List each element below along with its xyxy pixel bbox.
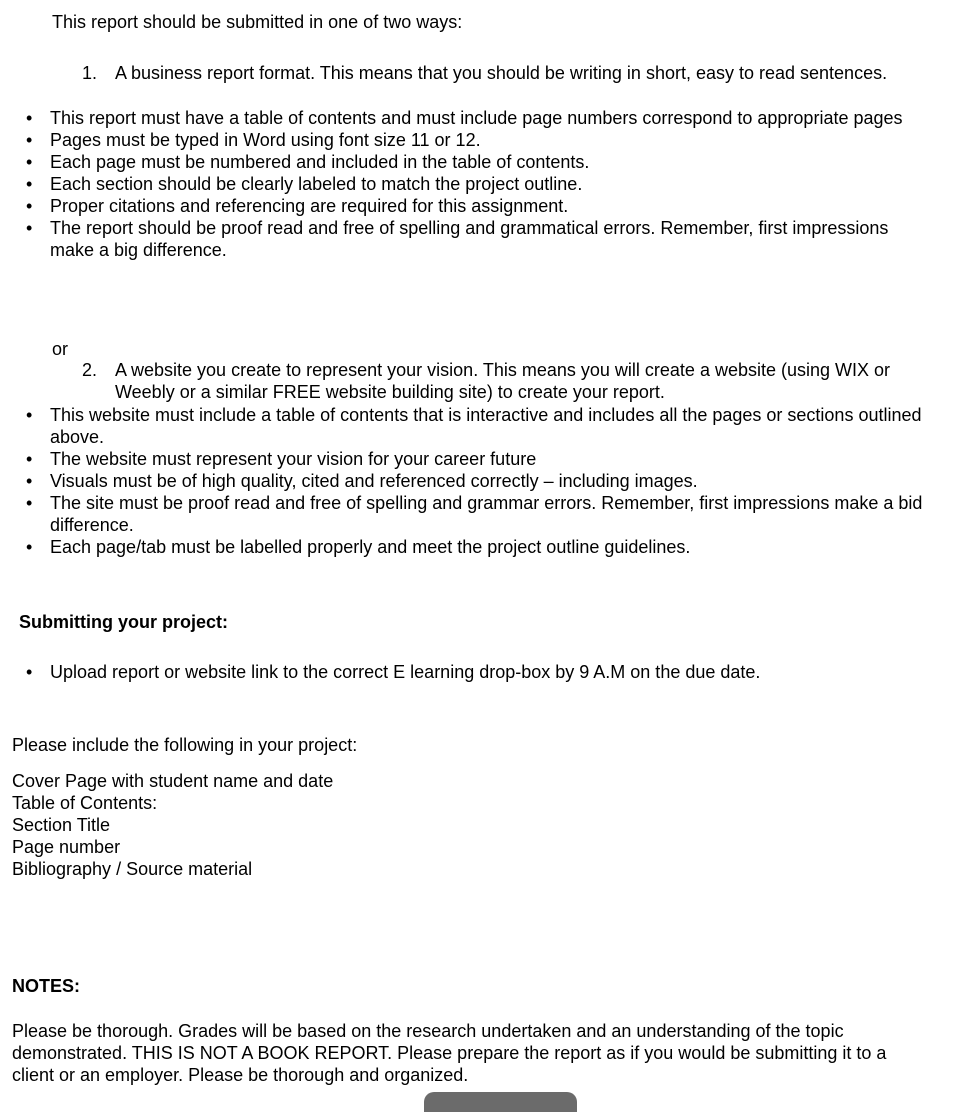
list-item [0,151,930,173]
list-item-text: Each page must be numbered and included in the table of contents. [50,152,590,172]
bullet-icon: • [26,196,33,216]
bullet-icon: • [26,108,33,128]
report-requirements-list [0,107,930,261]
option-1-list [82,62,922,84]
list-item-text: Visuals must be of high quality, cited and referenced correctly – including images. [50,471,698,491]
include-list [12,770,333,880]
website-requirements-list [0,404,930,558]
list-item [0,492,930,536]
include-item: Table of Contents: [12,793,158,813]
list-item [0,661,930,683]
list-item [0,470,930,492]
include-intro: Please include the following in your project: [12,735,358,755]
bullet-icon: • [26,537,33,557]
option-number: 1. [82,63,98,83]
include-item: Cover Page with student name and date [12,771,334,791]
bullet-icon: • [26,471,33,491]
list-item-text: The site must be proof read and free of spelling and grammar errors. Remember, first impressions make a bid difference. [50,493,923,535]
bullet-icon: • [26,218,33,238]
list-item [0,404,930,448]
submit-list [0,661,930,683]
bullet-icon: • [26,174,33,194]
bullet-icon: • [26,152,33,172]
option-1-item [82,62,922,84]
option-2-list [82,359,912,403]
list-item [0,129,930,151]
option-number: 2. [82,360,98,380]
list-item-text: Each page/tab must be labelled properly and meet the project outline guidelines. [50,537,691,557]
list-item-text: Upload report or website link to the correct E learning drop-box by 9 A.M on the due date. [50,662,761,682]
bullet-icon: • [26,493,33,513]
list-item [0,217,930,261]
include-item: Page number [12,837,121,857]
list-item-text: The report should be proof read and free of spelling and grammatical errors. Remember, first impressions make a big difference. [50,218,889,260]
list-item [0,448,930,470]
bullet-icon: • [26,130,33,150]
list-item-text: Proper citations and referencing are required for this assignment. [50,196,569,216]
list-item-text: Each section should be clearly labeled to match the project outline. [50,174,583,194]
list-item-text: This website must include a table of contents that is interactive and includes all the pages or sections outlined above. [50,405,922,447]
notes-body: Please be thorough. Grades will be based on the research undertaken and an understanding of the topic demonstrated. THIS IS NOT A BOOK REPORT. Please prepare the report as if you would be submitting it to a client or an employer. Please be thorough and organized. [12,1021,887,1085]
or-separator: or [52,339,69,359]
list-item [0,107,930,129]
intro-text: This report should be submitted in one of two ways: [52,12,463,32]
list-item [0,195,930,217]
include-item: Section Title [12,815,111,835]
bullet-icon: • [26,662,33,682]
list-item-text: Pages must be typed in Word using font size 11 or 12. [50,130,481,150]
option-2-item [82,359,912,403]
list-item-text: This report must have a table of contents and must include page numbers correspond to appropriate pages [50,108,903,128]
notes-heading: NOTES: [12,976,81,996]
list-item [0,536,930,558]
include-item: Bibliography / Source material [12,859,253,879]
page-navigation-tab[interactable] [424,1092,577,1112]
list-item [0,173,930,195]
bullet-icon: • [26,449,33,469]
option-text: A business report format. This means that you should be writing in short, easy to read sentences. [115,63,888,83]
submit-heading: Submitting your project: [19,612,228,632]
option-text: A website you create to represent your vision. This means you will create a website (using WIX or Weebly or a similar FREE website building site) to create your report. [115,360,891,402]
bullet-icon: • [26,405,33,425]
list-item-text: The website must represent your vision for your career future [50,449,537,469]
